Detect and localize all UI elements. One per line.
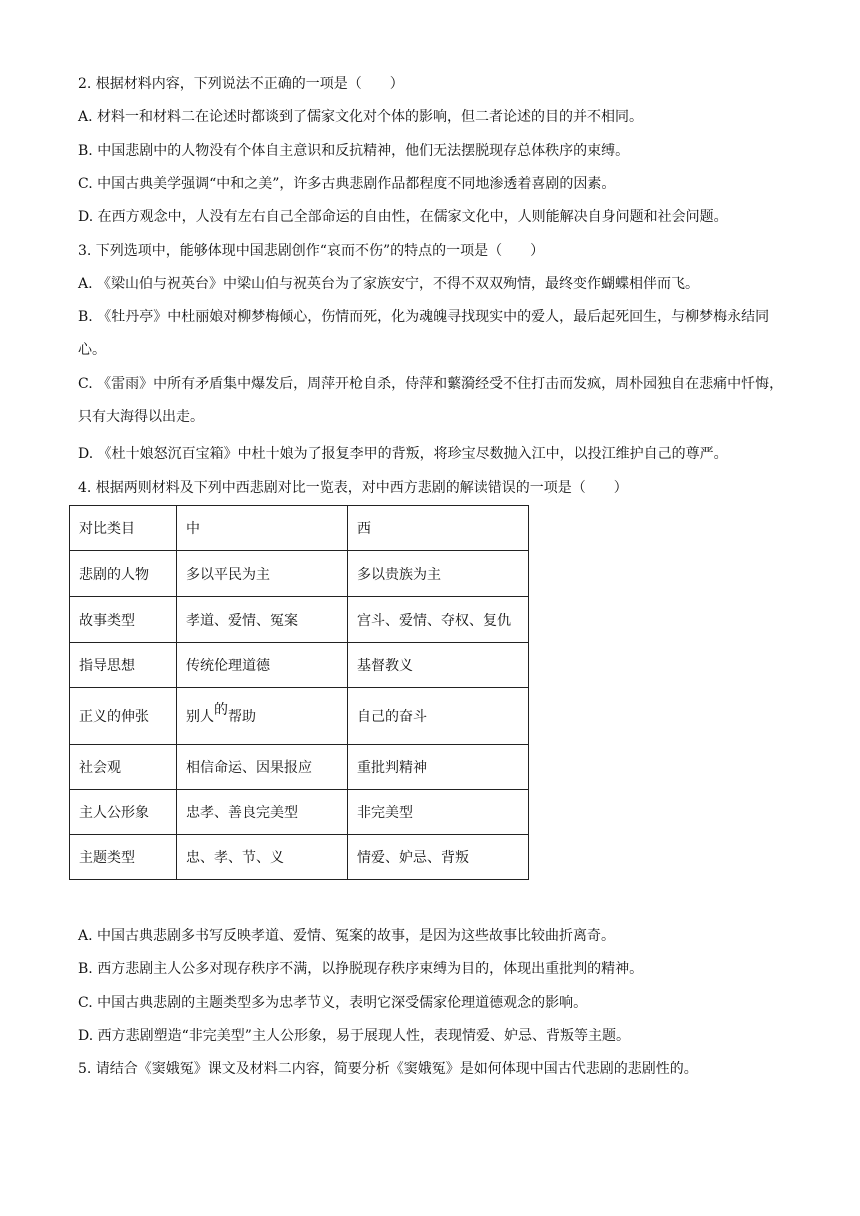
question-2-stem: 2. 根据材料内容，下列说法不正确的一项是（ ） xyxy=(78,76,404,92)
table-cell: 指导思想 xyxy=(70,643,177,688)
table-cell: 宫斗、爱情、夺权、复仇 xyxy=(348,597,529,643)
table-cell: 主题类型 xyxy=(70,835,177,880)
table-header-cell: 中 xyxy=(177,506,348,551)
cell-text: 别人 xyxy=(186,709,214,725)
table-header-cell: 西 xyxy=(348,506,529,551)
table-cell: 社会观 xyxy=(70,745,177,790)
table-cell: 主人公形象 xyxy=(70,790,177,835)
table-cell: 非完美型 xyxy=(348,790,529,835)
table-cell: 基督教义 xyxy=(348,643,529,688)
table-cell: 正义的伸张 xyxy=(70,688,177,745)
cell-text-raised: 的 xyxy=(214,702,228,718)
question-3-option-c: C. 《雷雨》中所有矛盾集中爆发后，周萍开枪自杀，侍萍和蘩漪经受不住打击而发疯，周朴园独自在悲痛中忏悔，只有大海得以出走。 xyxy=(78,376,784,425)
table-row xyxy=(70,835,529,880)
question-2-option-a: A. 材料一和材料二在论述时都谈到了儒家文化对个体的影响，但二者论述的目的并不相同。 xyxy=(78,109,644,125)
table-cell: 多以贵族为主 xyxy=(348,551,529,597)
table-header-cell: 对比类目 xyxy=(70,506,177,551)
table-cell: 忠、孝、节、义 xyxy=(177,835,348,880)
cell-text: 帮助 xyxy=(228,709,256,725)
question-5-stem: 5. 请结合《窦娥冤》课文及材料二内容，简要分析《窦娥冤》是如何体现中国古代悲剧的悲剧性的。 xyxy=(78,1061,698,1077)
question-4-option-b: B. 西方悲剧主人公多对现存秩序不满，以挣脱现存秩序束缚为目的，体现出重批判的精神。 xyxy=(78,961,644,977)
table-cell: 忠孝、善良完美型 xyxy=(177,790,348,835)
table-cell: 孝道、爱情、冤案 xyxy=(177,597,348,643)
table-cell: 悲剧的人物 xyxy=(70,551,177,597)
table-cell: 多以平民为主 xyxy=(177,551,348,597)
comparison-table xyxy=(69,505,529,880)
table-cell: 故事类型 xyxy=(70,597,177,643)
table-cell: 情爱、妒忌、背叛 xyxy=(348,835,529,880)
question-4-option-c: C. 中国古典悲剧的主题类型多为忠孝节义，表明它深受儒家伦理道德观念的影响。 xyxy=(78,995,588,1011)
table-cell: 自己的奋斗 xyxy=(348,688,529,745)
question-3-stem: 3. 下列选项中，能够体现中国悲剧创作“哀而不伤”的特点的一项是（ ） xyxy=(78,243,545,259)
question-4-option-d: D. 西方悲剧塑造“非完美型”主人公形象，易于展现人性，表现情爱、妒忌、背叛等主题。 xyxy=(78,1028,630,1044)
table-cell-justice xyxy=(177,688,348,745)
table-row xyxy=(70,688,529,745)
question-4-stem: 4. 根据两则材料及下列中西悲剧对比一览表，对中西方悲剧的解读错误的一项是（ ） xyxy=(78,480,628,496)
question-2-option-d: D. 在西方观念中，人没有左右自己全部命运的自由性，在儒家文化中，人则能解决自身问题和社会问题。 xyxy=(78,209,728,225)
question-3-option-d: D. 《杜十娘怒沉百宝箱》中杜十娘为了报复李甲的背叛，将珍宝尽数抛入江中，以投江维护自己的尊严。 xyxy=(78,446,728,462)
table-cell: 传统伦理道德 xyxy=(177,643,348,688)
table-row xyxy=(70,790,529,835)
question-4-option-a: A. 中国古典悲剧多书写反映孝道、爱情、冤案的故事，是因为这些故事比较曲折离奇。 xyxy=(78,928,616,944)
table-cell: 相信命运、因果报应 xyxy=(177,745,348,790)
table-row xyxy=(70,643,529,688)
question-2-option-b: B. 中国悲剧中的人物没有个体自主意识和反抗精神，他们无法摆脱现存总体秩序的束缚。 xyxy=(78,143,630,159)
table-row xyxy=(70,551,529,597)
table-row xyxy=(70,745,529,790)
question-3-option-a: A. 《梁山伯与祝英台》中梁山伯与祝英台为了家族安宁，不得不双双殉情，最终变作蝴蝶相伴而飞。 xyxy=(78,276,700,292)
question-2-option-c: C. 中国古典美学强调“中和之美”，许多古典悲剧作品都程度不同地渗透着喜剧的因素。 xyxy=(78,176,616,192)
table-header-row xyxy=(70,506,529,551)
table-row xyxy=(70,597,529,643)
table-cell: 重批判精神 xyxy=(348,745,529,790)
question-3-option-b: B. 《牡丹亭》中杜丽娘对柳梦梅倾心，伤情而死，化为魂魄寻找现实中的爱人，最后起死回生，与柳梦梅永结同心。 xyxy=(78,309,770,358)
